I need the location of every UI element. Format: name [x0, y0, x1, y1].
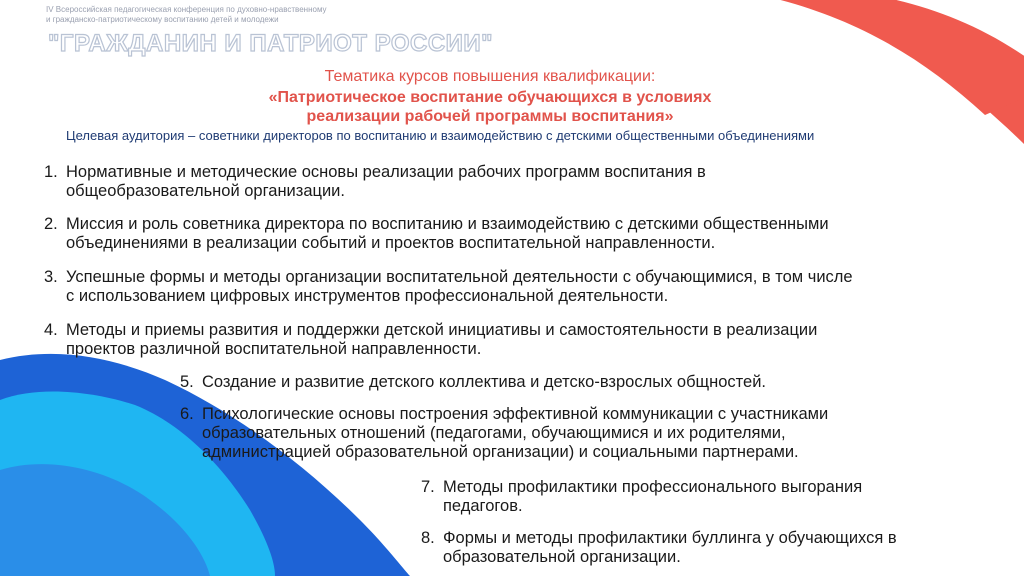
target-audience: Целевая аудитория – советники директоров по воспитанию и взаимодействию с детскими общественными объединениями — [66, 128, 815, 143]
item-text-line: Методы и приемы развития и поддержки детской инициативы и самостоятельности в реализации — [66, 321, 818, 339]
title-line-1: Тематика курсов повышения квалификации: — [324, 68, 656, 85]
item-text-line: педагогов. — [443, 497, 523, 515]
item-text-line: Создание и развитие детского коллектива и детско-взрослых общностей. — [202, 373, 767, 391]
item-number: 8. — [421, 529, 435, 547]
list-item — [180, 373, 766, 392]
item-text-line: образовательной организации. — [443, 548, 681, 566]
item-number: 3. — [44, 268, 58, 286]
item-number: 5. — [180, 373, 194, 391]
brand-title: "ГРАЖДАНИН И ПАТРИОТ РОССИИ" — [48, 30, 494, 57]
item-text-line: с использованием цифровых инструментов профессиональной деятельности. — [66, 287, 669, 305]
title-line-3: реализации рабочей программы воспитания» — [306, 108, 674, 125]
conference-line-1: IV Всероссийская педагогическая конференция по духовно-нравственному — [46, 5, 327, 14]
item-number: 1. — [44, 163, 58, 181]
item-text-line: Методы профилактики профессионального выгорания — [443, 478, 863, 496]
item-text-line: Успешные формы и методы организации воспитательной деятельности с обучающимися, в том числе — [66, 268, 853, 286]
item-text-line: Психологические основы построения эффективной коммуникации с участниками — [202, 405, 829, 423]
item-number: 6. — [180, 405, 194, 423]
item-text-line: объединениями в реализации событий и проектов воспитательной направленности. — [66, 234, 716, 252]
item-text-line: общеобразовательной организации. — [66, 182, 345, 200]
list-item — [421, 478, 862, 516]
item-number: 2. — [44, 215, 58, 233]
item-text-line: Миссия и роль советника директора по воспитанию и взаимодействию с детскими общественными — [66, 215, 829, 233]
item-text-line: проектов различной воспитательной направленности. — [66, 340, 482, 358]
list-item — [44, 215, 829, 253]
conference-line-2: и гражданско-патриотическому воспитанию детей и молодежи — [46, 15, 279, 24]
item-text-line: Нормативные и методические основы реализации рабочих программ воспитания в — [66, 163, 706, 181]
list-item — [180, 405, 828, 462]
list-item — [44, 321, 817, 359]
item-text-line: образовательных отношений (педагогами, обучающимися и их родителями, — [202, 424, 786, 442]
item-number: 7. — [421, 478, 435, 496]
item-number: 4. — [44, 321, 58, 339]
list-item — [44, 163, 706, 201]
title-line-2: «Патриотическое воспитание обучающихся в условиях — [268, 89, 712, 106]
item-text-line: Формы и методы профилактики буллинга у обучающихся в — [443, 529, 897, 547]
list-item — [44, 268, 853, 306]
list-item — [421, 529, 897, 567]
item-text-line: администрацией образовательной организации) и социальными партнерами. — [202, 443, 799, 461]
